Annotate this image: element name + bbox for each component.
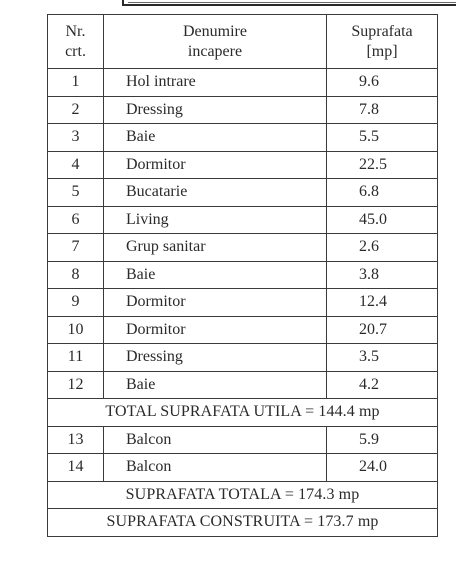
room-area: 45.0 [327, 206, 438, 234]
table-row [48, 151, 438, 179]
row-number: 8 [48, 261, 104, 289]
built-area-row [48, 509, 438, 537]
room-name: Dormitor [104, 316, 327, 344]
room-name: Baie [104, 124, 327, 152]
header-area-line2: [mp] [366, 42, 398, 60]
total-area-row [48, 481, 438, 509]
table-row [48, 426, 438, 454]
row-number: 12 [48, 371, 104, 399]
row-number: 5 [48, 179, 104, 207]
table-row [48, 96, 438, 124]
total-usable-area: TOTAL SUPRAFATA UTILA = 144.4 mp [48, 399, 438, 427]
row-number: 9 [48, 289, 104, 317]
room-area: 7.8 [327, 96, 438, 124]
room-name: Dormitor [104, 289, 327, 317]
room-area: 20.7 [327, 316, 438, 344]
room-area: 22.5 [327, 151, 438, 179]
header-name-line2: incapere [187, 42, 243, 60]
table-row [48, 289, 438, 317]
row-number: 14 [48, 454, 104, 482]
room-area: 12.4 [327, 289, 438, 317]
room-name: Living [104, 206, 327, 234]
room-area-table [47, 14, 438, 537]
table-row [48, 124, 438, 152]
header-area-line1: Suprafata [351, 22, 413, 40]
room-area: 24.0 [327, 454, 438, 482]
table-row [48, 69, 438, 97]
room-area: 5.5 [327, 124, 438, 152]
header-area [327, 15, 438, 69]
top-frame-line [122, 0, 456, 6]
row-number: 7 [48, 234, 104, 262]
table-row [48, 234, 438, 262]
row-number: 13 [48, 426, 104, 454]
header-nr [48, 15, 104, 69]
header-name [104, 15, 327, 69]
room-area: 6.8 [327, 179, 438, 207]
room-area: 3.5 [327, 344, 438, 372]
header-nr-line1: Nr. [65, 22, 86, 40]
total-usable-area-row [48, 399, 438, 427]
built-area: SUPRAFATA CONSTRUITA = 173.7 mp [48, 509, 438, 537]
room-area: 3.8 [327, 261, 438, 289]
table-row [48, 261, 438, 289]
table-row [48, 344, 438, 372]
row-number: 4 [48, 151, 104, 179]
total-area: SUPRAFATA TOTALA = 174.3 mp [48, 481, 438, 509]
room-area: 4.2 [327, 371, 438, 399]
table-row [48, 316, 438, 344]
row-number: 6 [48, 206, 104, 234]
room-name: Baie [104, 261, 327, 289]
room-name: Balcon [104, 426, 327, 454]
row-number: 2 [48, 96, 104, 124]
header-name-line1: Denumire [183, 22, 247, 40]
room-name: Bucatarie [104, 179, 327, 207]
room-name: Balcon [104, 454, 327, 482]
room-name: Baie [104, 371, 327, 399]
room-name: Dormitor [104, 151, 327, 179]
table-header-row [48, 15, 438, 69]
row-number: 3 [48, 124, 104, 152]
room-area: 9.6 [327, 69, 438, 97]
room-area: 2.6 [327, 234, 438, 262]
row-number: 10 [48, 316, 104, 344]
room-name: Hol intrare [104, 69, 327, 97]
table-row [48, 454, 438, 482]
table-row [48, 179, 438, 207]
room-name: Dressing [104, 96, 327, 124]
room-name: Dressing [104, 344, 327, 372]
row-number: 11 [48, 344, 104, 372]
header-nr-line2: crt. [65, 42, 86, 60]
table-row [48, 206, 438, 234]
row-number: 1 [48, 69, 104, 97]
table-row [48, 371, 438, 399]
room-area: 5.9 [327, 426, 438, 454]
room-name: Grup sanitar [104, 234, 327, 262]
